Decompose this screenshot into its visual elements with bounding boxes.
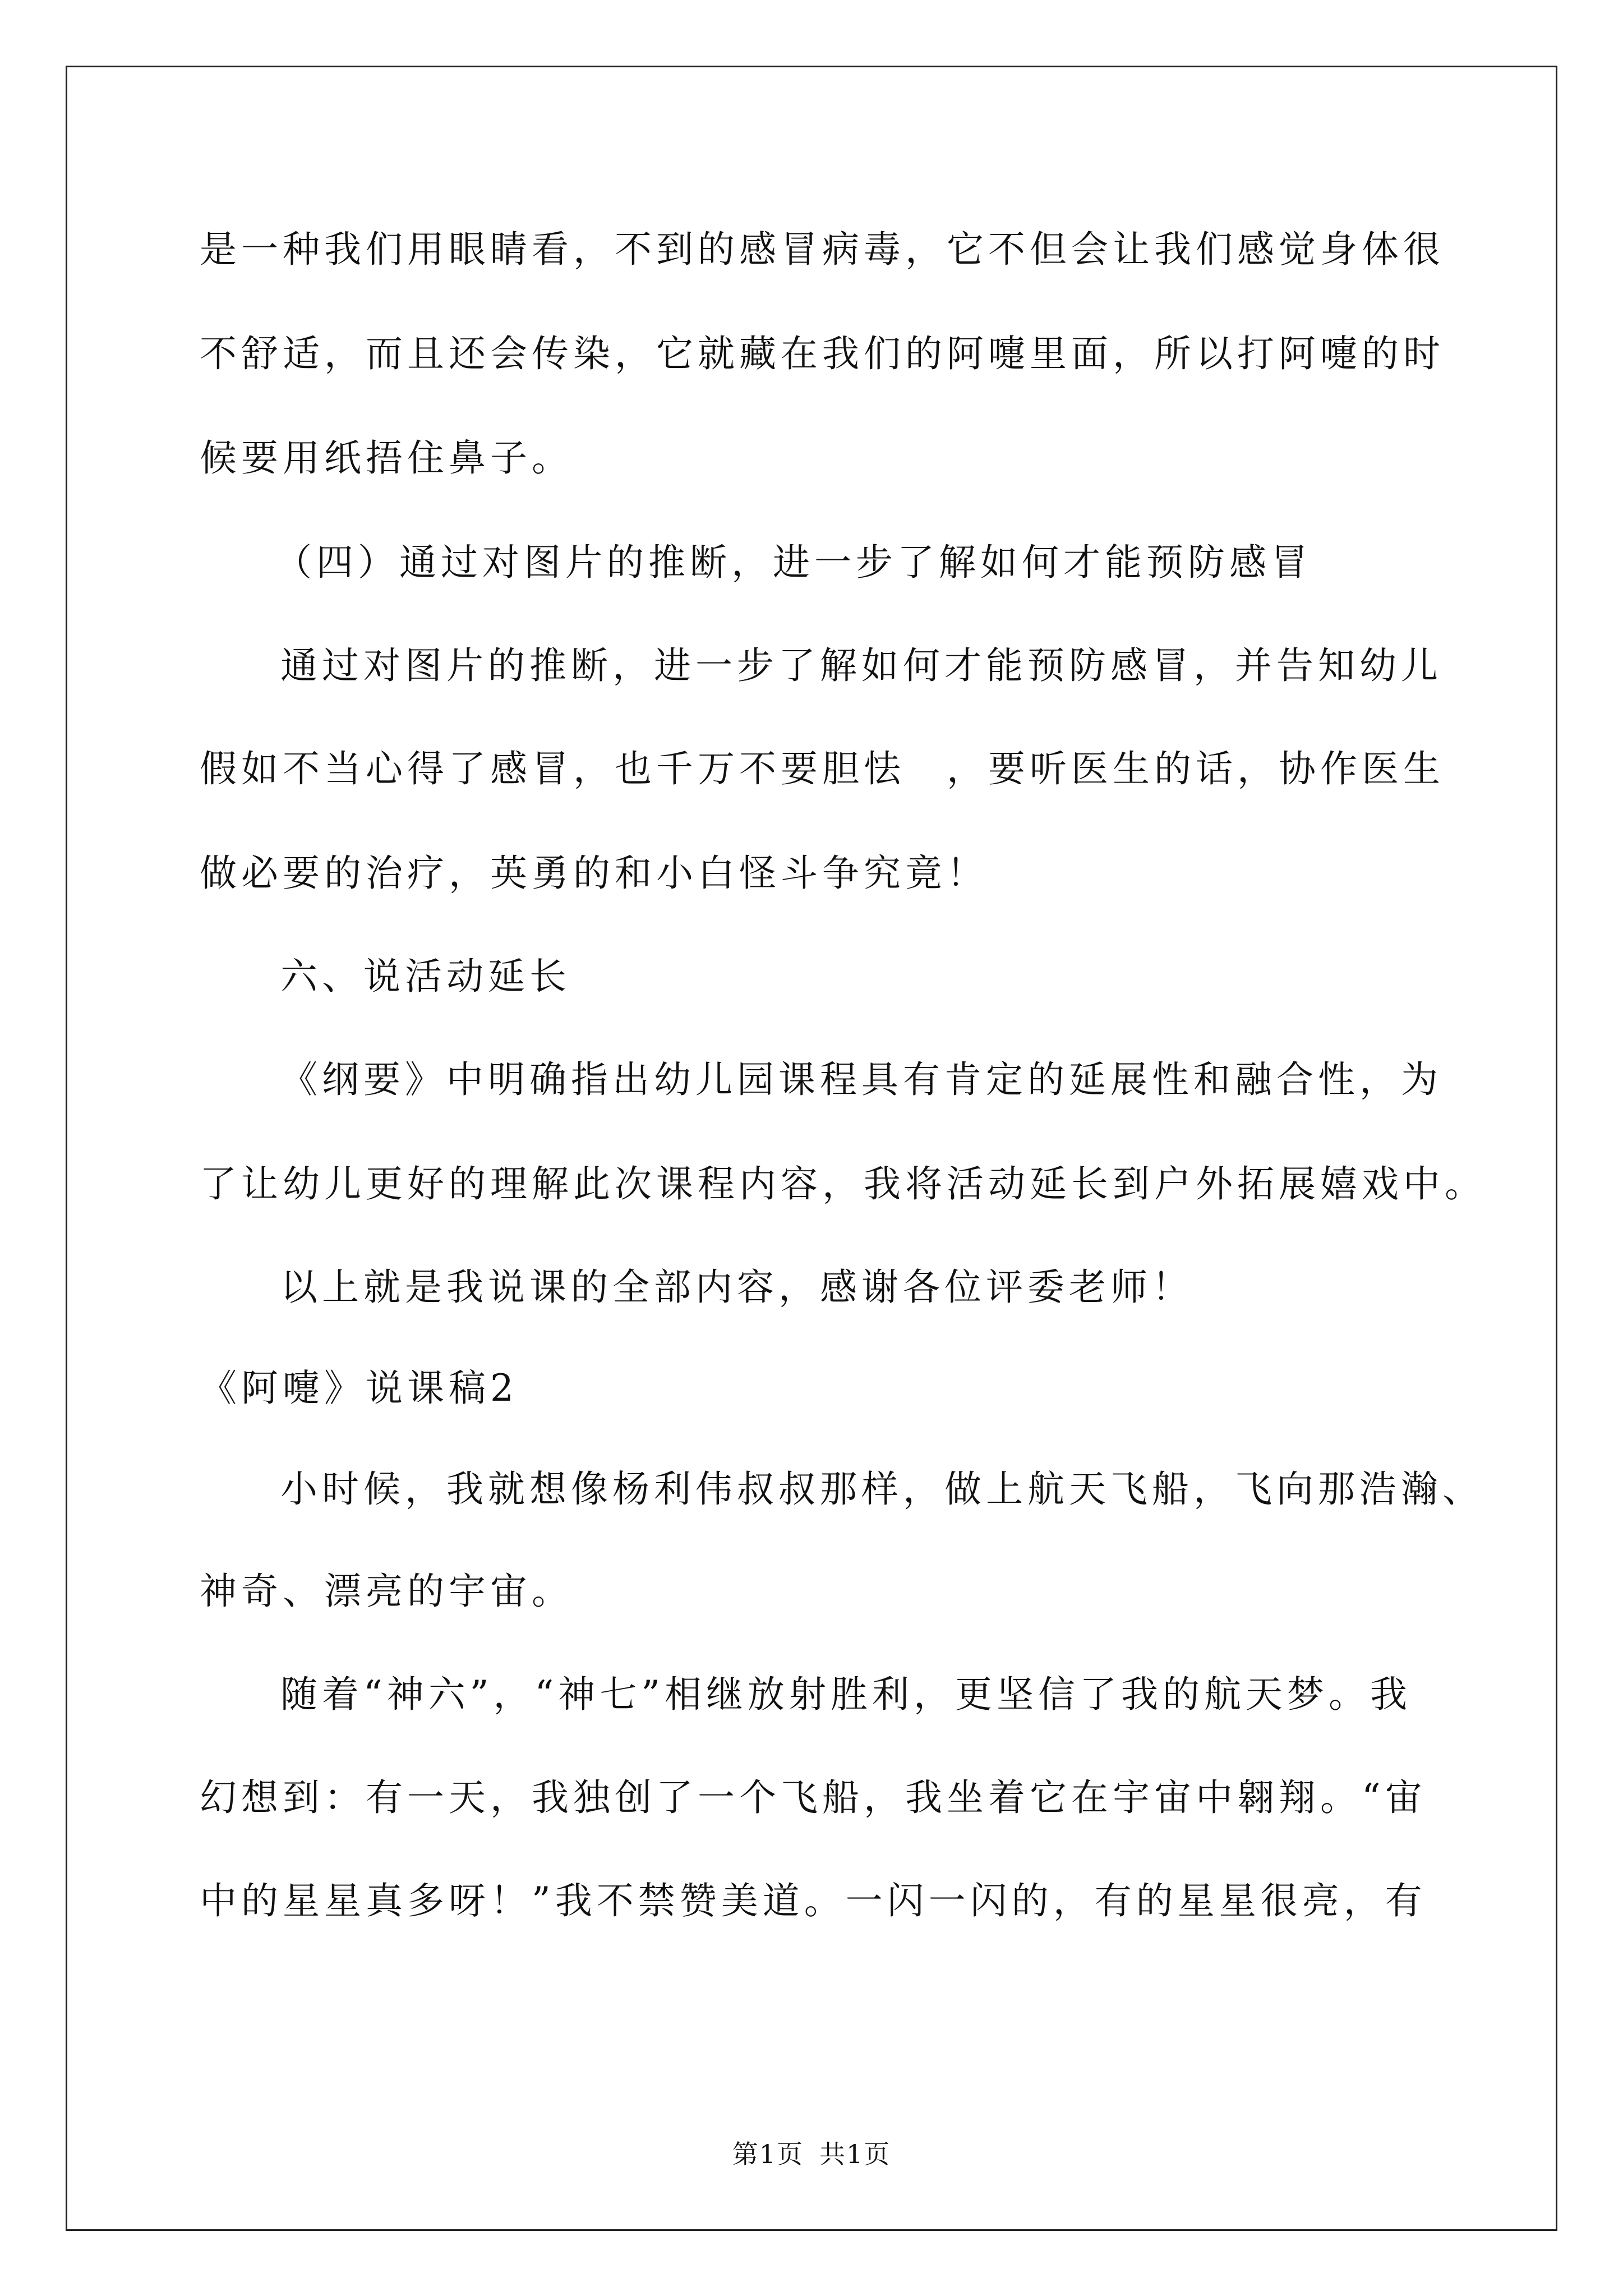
paragraph-9-line-1: 随着“神六”，“神七”相继放射胜利，更坚信了我的航天梦。我 [280, 1673, 1412, 1716]
paragraph-3-line-2: 假如不当心得了感冒，也千万不要胆怯 ，要听医生的话，协作医生 [200, 747, 1445, 790]
page-number: 第1页 [732, 2139, 804, 2169]
document-title-2: 《阿嚏》说课稿2 [200, 1366, 518, 1410]
section-heading-6: 六、说活动延长 [280, 955, 571, 998]
page-footer [0, 2137, 1623, 2171]
paragraph-5-line-2: 了让幼儿更好的理解此次课程内容，我将活动延长到户外拓展嬉戏中。 [200, 1162, 1486, 1205]
paragraph-1-line-3: 候要用纸捂住鼻子。 [200, 436, 573, 480]
paragraph-9-line-3: 中的星星真多呀！”我不禁赞美道。一闪一闪的，有的星星很亮，有 [200, 1879, 1427, 1922]
paragraph-1-line-1: 是一种我们用眼睛看，不到的感冒病毒，它不但会让我们感觉身体很 [200, 228, 1445, 271]
paragraph-5-line-1: 《纲要》中明确指出幼儿园课程具有肯定的延展性和融合性，为 [280, 1058, 1442, 1101]
paragraph-3-line-3: 做必要的治疗，英勇的和小白怪斗争究竟！ [200, 852, 988, 895]
paragraph-9-line-2: 幻想到：有一天，我独创了一个飞船，我坐着它在宇宙中翱翔。“宙 [200, 1776, 1427, 1819]
paragraph-3-line-1: 通过对图片的推断，进一步了解如何才能预防感冒，并告知幼儿 [280, 644, 1442, 687]
paragraph-8-line-1: 小时候，我就想像杨利伟叔叔那样，做上航天飞船，飞向那浩瀚、 [280, 1467, 1484, 1511]
paragraph-8-line-2: 神奇、漂亮的宇宙。 [200, 1570, 573, 1613]
closing-paragraph: 以上就是我说课的全部内容，感谢各位评委老师！ [280, 1266, 1193, 1309]
paragraph-1-line-2: 不舒适，而且还会传染，它就藏在我们的阿嚏里面，所以打阿嚏的时 [200, 332, 1445, 375]
page-total: 共1页 [819, 2139, 891, 2169]
section-heading-4: （四）通过对图片的推断，进一步了解如何才能预防感冒 [275, 541, 1312, 584]
